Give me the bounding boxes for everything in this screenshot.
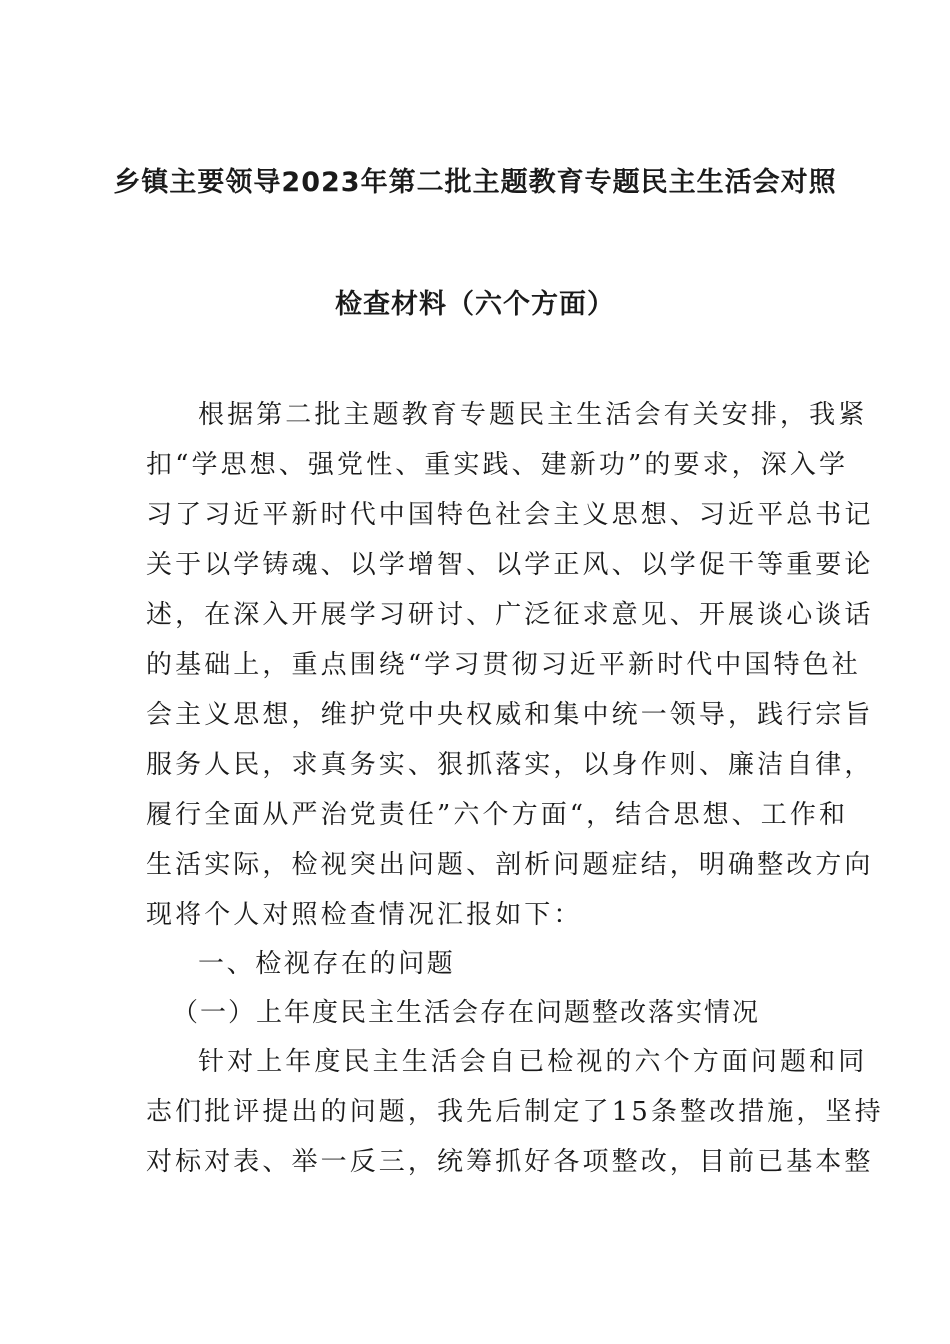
paragraph-line: 生活实际，检视突出问题、剖析问题症结，明确整改方向 [146, 850, 874, 880]
paragraph-line: 述，在深入开展学习研讨、广泛征求意见、开展谈心谈话 [146, 600, 874, 630]
paragraph-line: 根据第二批主题教育专题民主生活会有关安排，我紧 [198, 400, 868, 430]
paragraph-line: 的基础上，重点围绕“学习贯彻习近平新时代中国特色社 [146, 650, 861, 680]
paragraph-line: 对标对表、举一反三，统筹抓好各项整改，目前已基本整 [146, 1147, 874, 1177]
paragraph-line: 现将个人对照检查情况汇报如下： [146, 900, 583, 930]
paragraph-line: 履行全面从严治党责任”六个方面“，结合思想、工作和 [146, 800, 849, 830]
paragraph-line: 会主义思想，维护党中央权威和集中统一领导，践行宗旨 [146, 700, 874, 730]
document-title-line-1: 乡镇主要领导2023年第二批主题教育专题民主生活会对照 [113, 167, 837, 198]
paragraph-line: 扣“学思想、强党性、重实践、建新功”的要求，深入学 [146, 450, 849, 480]
paragraph-line: 服务人民，求真务实、狠抓落实，以身作则、廉洁自律， [146, 750, 874, 780]
paragraph-line: 志们批评提出的问题，我先后制定了15条整改措施，坚持 [146, 1097, 884, 1127]
paragraph-line: 针对上年度民主生活会自已检视的六个方面问题和同 [198, 1047, 868, 1077]
paragraph-line: 习了习近平新时代中国特色社会主义思想、习近平总书记 [146, 500, 874, 530]
document-title-line-2: 检查材料（六个方面） [335, 289, 615, 320]
section-heading: 一、检视存在的问题 [198, 949, 456, 979]
paragraph-line: 关于以学铸魂、以学增智、以学正风、以学促干等重要论 [146, 550, 874, 580]
subsection-heading: （一）上年度民主生活会存在问题整改落实情况 [172, 998, 761, 1028]
